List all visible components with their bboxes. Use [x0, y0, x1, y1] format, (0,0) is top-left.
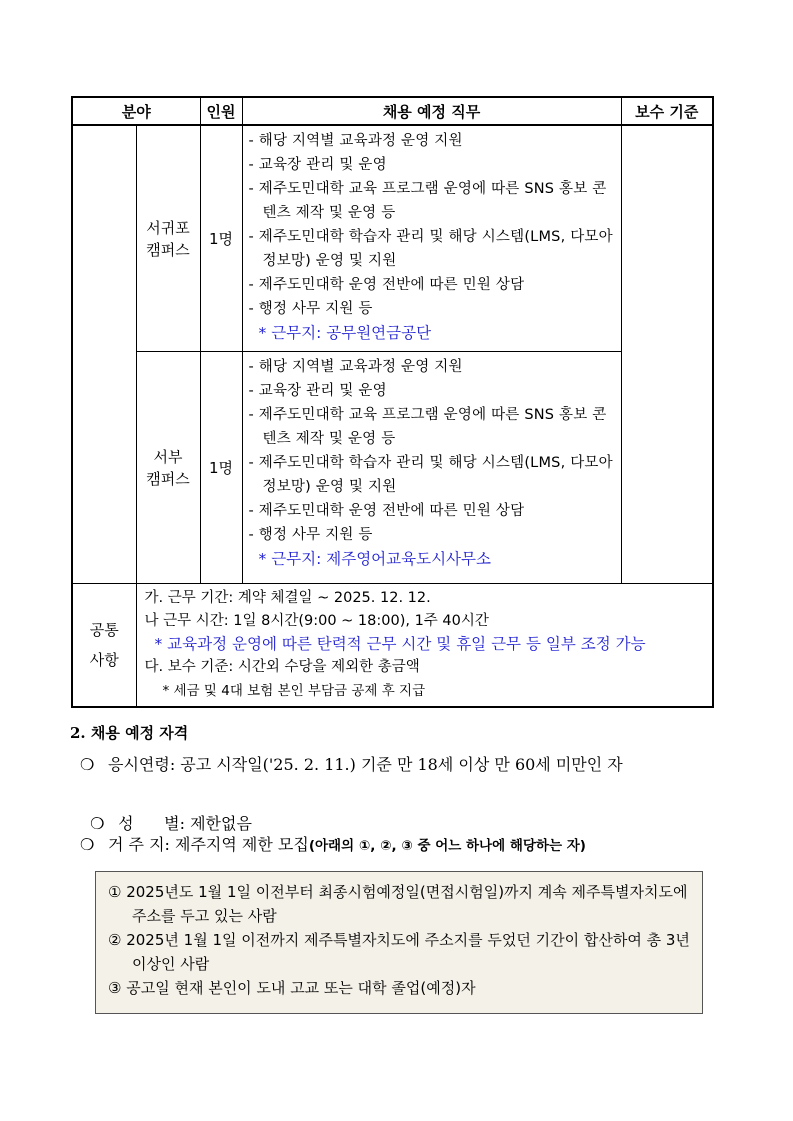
- recruitment-table: [71, 96, 714, 708]
- table-row: [72, 352, 713, 584]
- criteria-item: ③ 공고일 현재 본인이 도내 고교 또는 대학 졸업(예정)자: [108, 979, 476, 997]
- duty-item: - 제주도민대학 운영 전반에 따른 민원 상담: [248, 277, 525, 293]
- duty-item: - 제주도민대학 학습자 관리 및 해당 시스템(LMS, 다모아정보망) 운영 및 지원: [248, 455, 613, 495]
- field-group-cell: [72, 125, 136, 584]
- campus-cell: [136, 352, 200, 584]
- duty-item: - 제주도민대학 교육 프로그램 운영에 따른 SNS 홍보 콘텐츠 제작 및 운영 등: [248, 181, 607, 221]
- circle-bullet-icon: ❍: [80, 755, 95, 774]
- headcount-cell: 1명: [200, 352, 242, 584]
- duty-item: - 행정 사무 지원 등: [248, 301, 373, 317]
- table-header-row: [72, 97, 713, 125]
- header-pay: 보수 기준: [621, 97, 713, 125]
- common-row: [72, 584, 713, 708]
- workplace-note: * 근무지: 공무원연금공단: [258, 324, 432, 342]
- section-title: 2. 채용 예정 자격: [70, 724, 189, 742]
- duty-item: - 제주도민대학 학습자 관리 및 해당 시스템(LMS, 다모아정보망) 운영 및 지원: [248, 229, 613, 269]
- qualification-item: [80, 832, 586, 855]
- common-label-line: 공통: [89, 621, 119, 639]
- duty-item: - 행정 사무 지원 등: [248, 527, 373, 543]
- work-period: 가. 근무 기간: 계약 체결일 ~ 2025. 12. 12.: [144, 590, 431, 606]
- criteria-item: ② 2025년 1월 1일 이전까지 제주특별자치도에 주소지를 두었던 기간이 합산하여 총 3년 이상인 사람: [108, 931, 690, 973]
- duty-item: - 해당 지역별 교육과정 운영 지원: [248, 133, 463, 149]
- duties-cell: [242, 125, 621, 352]
- common-label-line: 사항: [89, 651, 119, 669]
- duty-item: - 제주도민대학 운영 전반에 따른 민원 상담: [248, 503, 525, 519]
- qualification-text: 응시연령: 공고 시작일('25. 2. 11.) 기준 만 18세 이상 만 60세 미만인 자: [108, 755, 623, 774]
- common-label-cell: [72, 584, 136, 708]
- residence-criteria-box: [95, 871, 703, 1014]
- campus-name: 서부: [153, 447, 183, 466]
- campus-name: 서귀포: [146, 218, 190, 237]
- common-content-cell: [136, 584, 713, 708]
- duty-item: - 제주도민대학 교육 프로그램 운영에 따른 SNS 홍보 콘텐츠 제작 및 운영 등: [248, 407, 607, 447]
- qualification-item: [80, 792, 252, 834]
- pay-cell: [621, 125, 713, 584]
- headcount-cell: 1명: [200, 125, 242, 352]
- campus-suffix: 캠퍼스: [146, 240, 190, 259]
- hours-adjust-note: * 교육과정 운영에 따른 탄력적 근무 시간 및 휴일 근무 등 일부 조정 가능: [154, 635, 646, 653]
- circle-bullet-icon: ❍: [80, 835, 95, 854]
- table-row: [72, 125, 713, 352]
- duty-item: - 해당 지역별 교육과정 운영 지원: [248, 359, 463, 375]
- campus-suffix: 캠퍼스: [146, 469, 190, 488]
- qualification-bold-note: (아래의 ①, ②, ③ 중 어느 하나에 해당하는 자): [308, 838, 586, 854]
- workplace-note: * 근무지: 제주영어교육도시사무소: [258, 550, 491, 568]
- header-field: 분야: [72, 97, 200, 125]
- qualification-text: 성 별: 제한없음: [118, 814, 252, 833]
- campus-cell: [136, 125, 200, 352]
- header-count: 인원: [200, 97, 242, 125]
- pay-standard: 다. 보수 기준: 시간외 수당을 제외한 총금액: [144, 659, 420, 675]
- work-hours: 나 근무 시간: 1일 8시간(9:00 ~ 18:00), 1주 40시간: [144, 613, 489, 629]
- circle-bullet-icon: ❍: [90, 814, 105, 833]
- duty-item: - 교육장 관리 및 운영: [248, 157, 387, 173]
- qualification-item: [80, 752, 623, 775]
- tax-note: * 세금 및 4대 보험 본인 부담금 공제 후 지급: [162, 683, 426, 699]
- criteria-item: ① 2025년도 1월 1일 이전부터 최종시험예정일(면접시험일)까지 계속 제주특별자치도에 주소를 두고 있는 사람: [108, 883, 688, 925]
- qualification-text: 거 주 지: 제주지역 제한 모집: [108, 835, 309, 854]
- duties-cell: [242, 352, 621, 584]
- header-duties: 채용 예정 직무: [242, 97, 621, 125]
- duty-item: - 교육장 관리 및 운영: [248, 383, 387, 399]
